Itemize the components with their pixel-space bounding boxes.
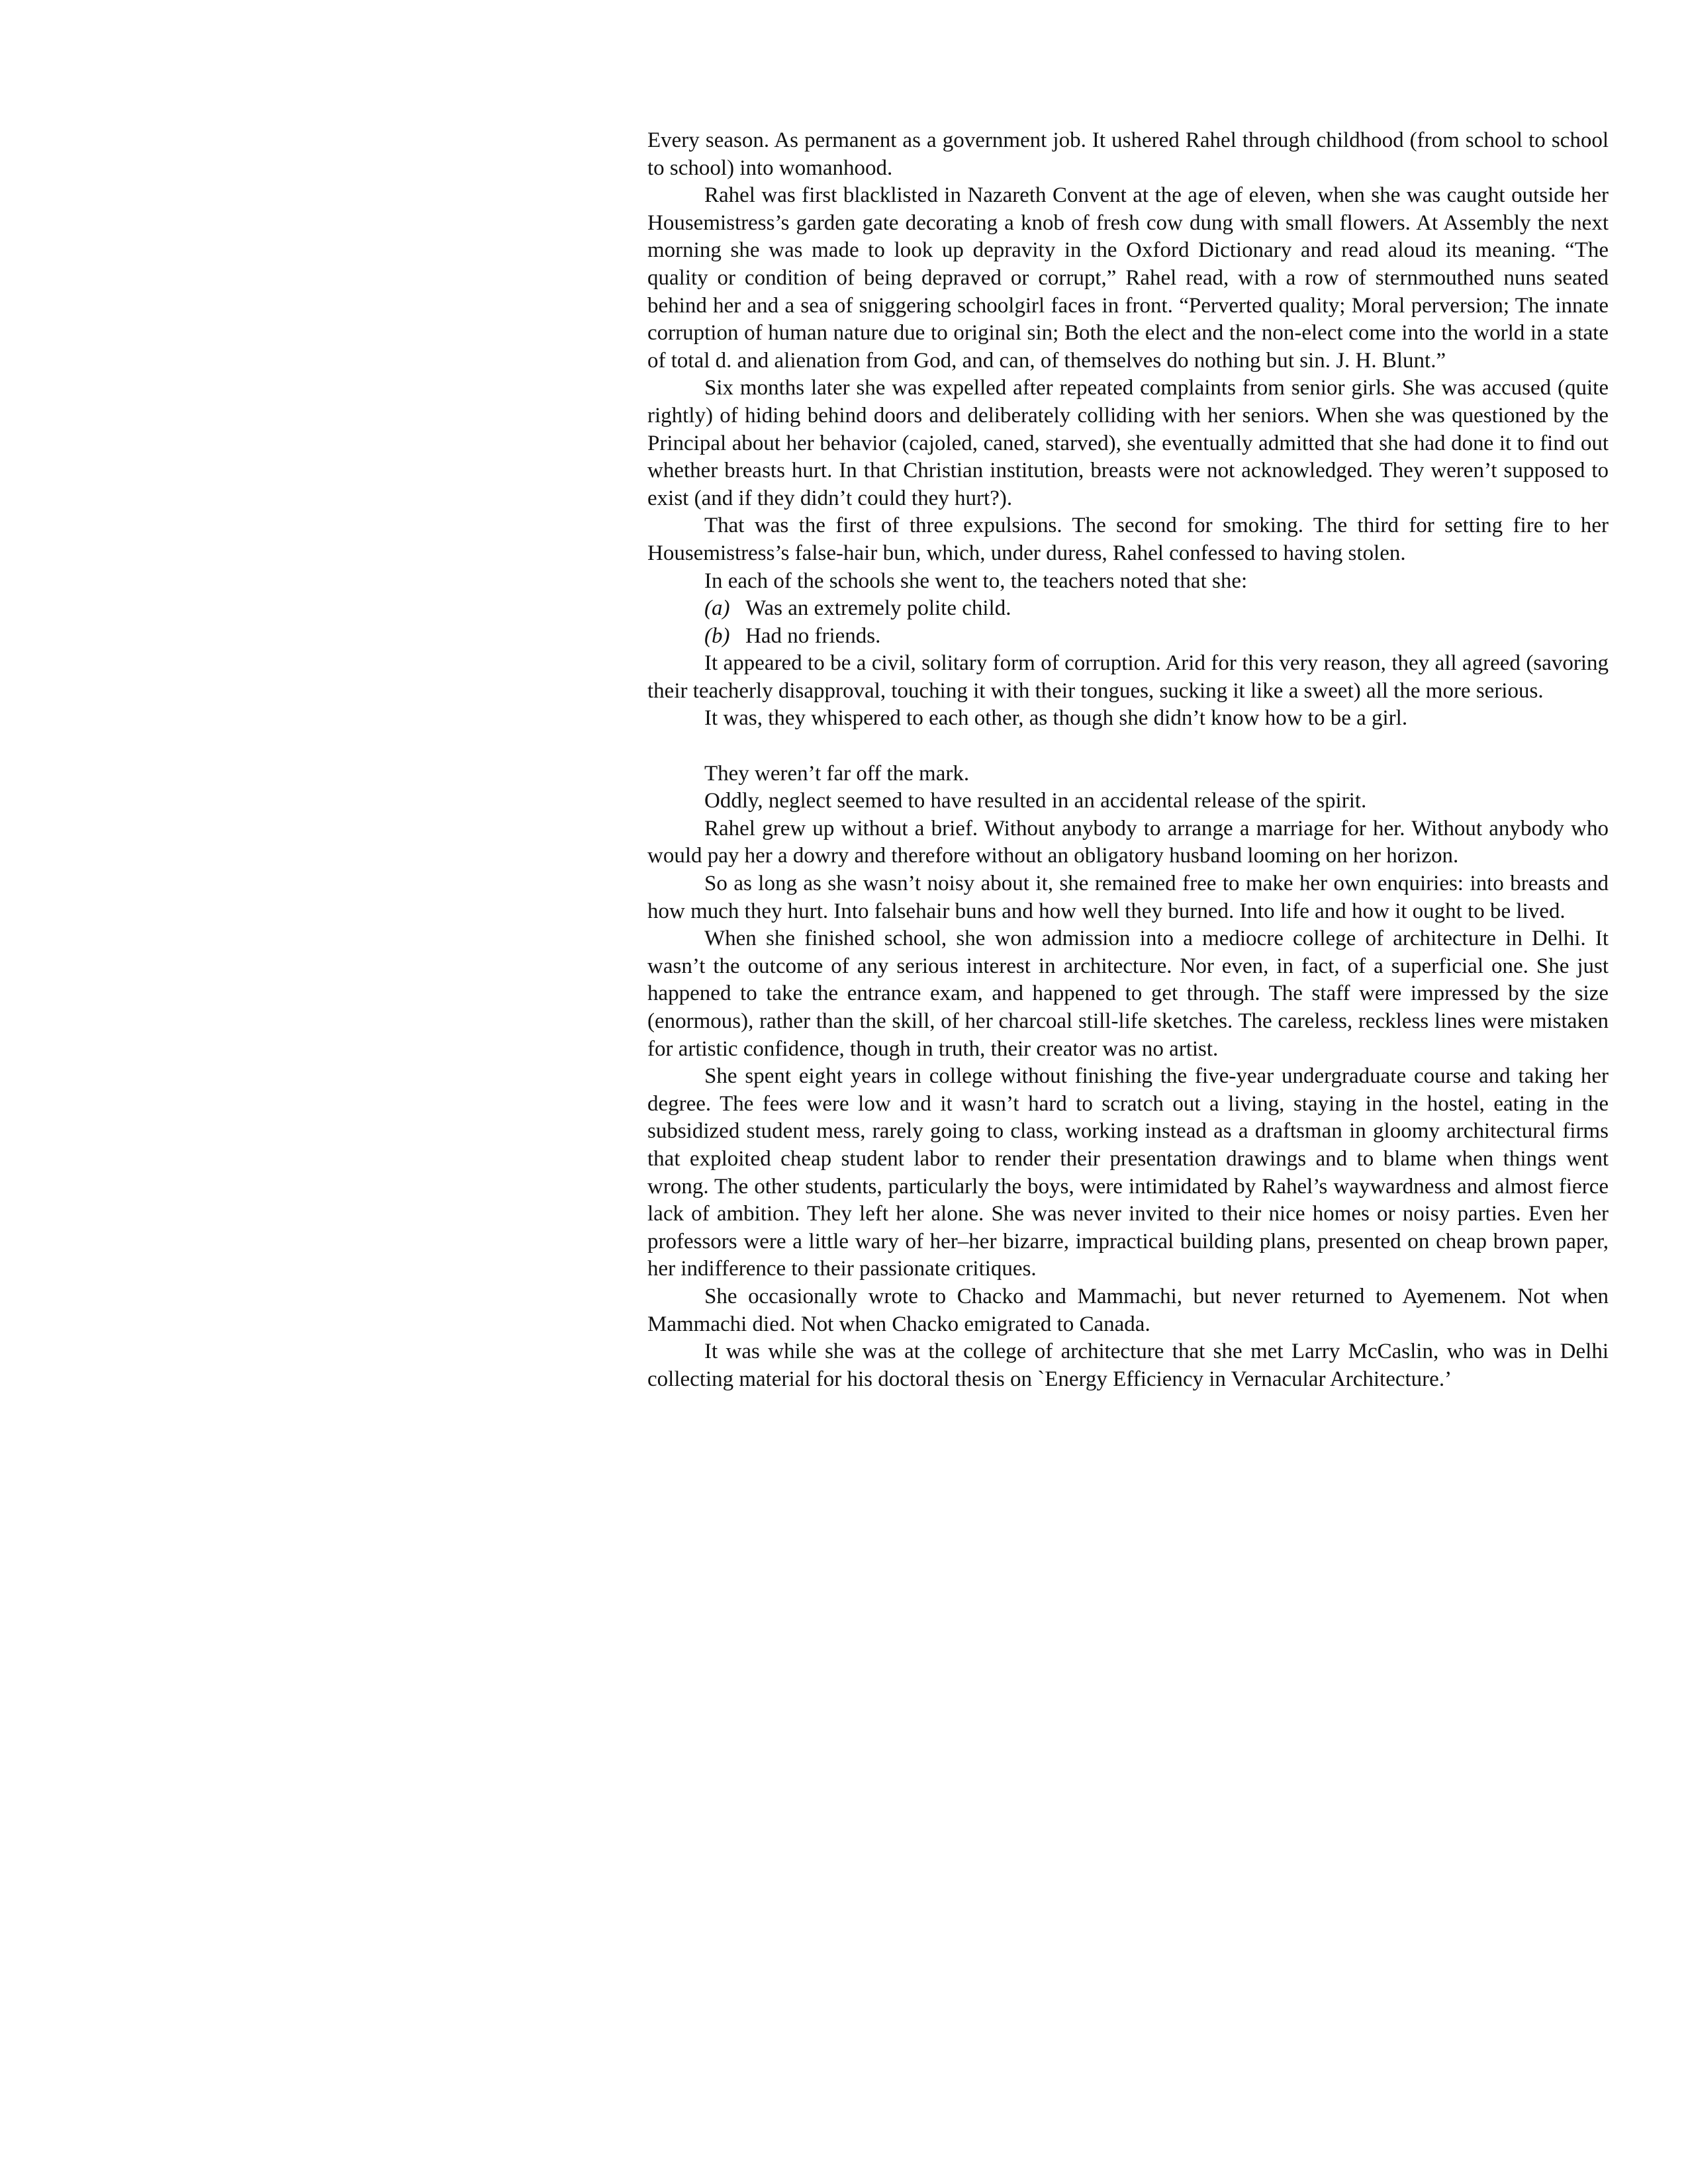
section-break xyxy=(647,733,1609,760)
paragraph: Rahel grew up without a brief. Without anybody to arrange a marriage for her. Without anybody who would pay her a dowry and therefore without an obligatory husband looming on her horizon. xyxy=(647,816,1609,868)
list-item-text: Had no friends. xyxy=(745,623,881,648)
list-marker: (a) xyxy=(704,596,730,621)
paragraph: She spent eight years in college without finishing the five-year undergraduate course and taking her degree. The fees were low and it wasn’t hard to scratch out a living, staying in the hostel, eating in the subsidized student mess, rarely going to class, working instead as a draftsman in gloomy architectural firms that exploited cheap student labor to render their presentation drawings and to blame when things went wrong. The other students, particularly the boys, were intimidated by Rahel’s waywardness and almost fierce lack of ambition. They left her alone. She was never invited to their nice homes or noisy parties. Even her professors were a little wary of her–her bizarre, impractical building plans, presented on cheap brown paper, her indifference to their passionate critiques. xyxy=(647,1064,1609,1281)
paragraph: Six months later she was expelled after repeated complaints from senior girls. She was accused (quite rightly) of hiding behind doors and deliberately colliding with her seniors. When she was questioned by the Principal about her behavior (cajoled, caned, starved), she eventually admitted that she had done it to find out whether breasts hurt. In that Christian institution, breasts were not acknowledged. They weren’t supposed to exist (and if they didn’t could they hurt?). xyxy=(647,376,1609,510)
paragraph: She occasionally wrote to Chacko and Mammachi, but never returned to Ayemenem. Not when Mammachi died. Not when Chacko emigrated to Canada. xyxy=(647,1284,1609,1336)
paragraph: When she finished school, she won admission into a mediocre college of architecture in Delhi. It wasn’t the outcome of any serious interest in architecture. Nor even, in fact, of a superficial one. She just happened to take the entrance exam, and happened to get through. The staff were impressed by the size (enormous), rather than the skill, of her charcoal still-life sketches. The careless, reckless lines were mistaken for artistic confidence, though in truth, their creator was no artist. xyxy=(647,927,1609,1061)
list-marker: (b) xyxy=(704,623,730,648)
paragraph: Oddly, neglect seemed to have resulted in an accidental release of the spirit. xyxy=(704,789,1367,813)
body-text xyxy=(647,127,1609,1393)
paragraph: Rahel was first blacklisted in Nazareth Convent at the age of eleven, when she was caught outside her Housemistress’s garden gate decorating a knob of fresh cow dung with small flowers. At Assembly the next morning she was made to look up depravity in the Oxford Dictionary and read aloud its meaning. “The quality or condition of being depraved or corrupt,” Rahel read, with a row of sternmouthed nuns seated behind her and a sea of sniggering schoolgirl faces in front. “Perverted quality; Moral perversion; The innate corruption of human nature due to original sin; Both the elect and the non-elect come into the world in a state of total d. and alienation from God, and can, of themselves do nothing but sin. J. H. Blunt.” xyxy=(647,183,1609,373)
list-item xyxy=(647,595,1609,623)
paragraph: It was, they whispered to each other, as though she didn’t know how to be a girl. xyxy=(704,706,1408,731)
paragraph: That was the first of three expulsions. The second for smoking. The third for setting fire to her Housemistress’s false-hair bun, which, under duress, Rahel confessed to having stolen. xyxy=(647,514,1609,565)
paragraph: It appeared to be a civil, solitary form of corruption. Arid for this very reason, they all agreed (savoring their teacherly disapproval, touching it with their tongues, sucking it like a sweet) all the more serious. xyxy=(647,651,1609,703)
paragraph: So as long as she wasn’t noisy about it, she remained free to make her own enquiries: into breasts and how much they hurt. Into falsehair buns and how well they burned. Into life and how it ought to be lived. xyxy=(647,872,1609,923)
paragraph: It was while she was at the college of architecture that she met Larry McCaslin, who was in Delhi collecting material for his doctoral thesis on `Energy Efficiency in Vernacular Architecture.’ xyxy=(647,1340,1609,1391)
paragraph: Every season. As permanent as a government job. It ushered Rahel through childhood (from school to school to school) into womanhood. xyxy=(647,128,1609,180)
list-item xyxy=(647,623,1609,651)
paragraph: In each of the schools she went to, the teachers noted that she: xyxy=(704,569,1248,593)
paragraph: They weren’t far off the mark. xyxy=(704,761,970,786)
list-item-text: Was an extremely polite child. xyxy=(745,596,1011,621)
